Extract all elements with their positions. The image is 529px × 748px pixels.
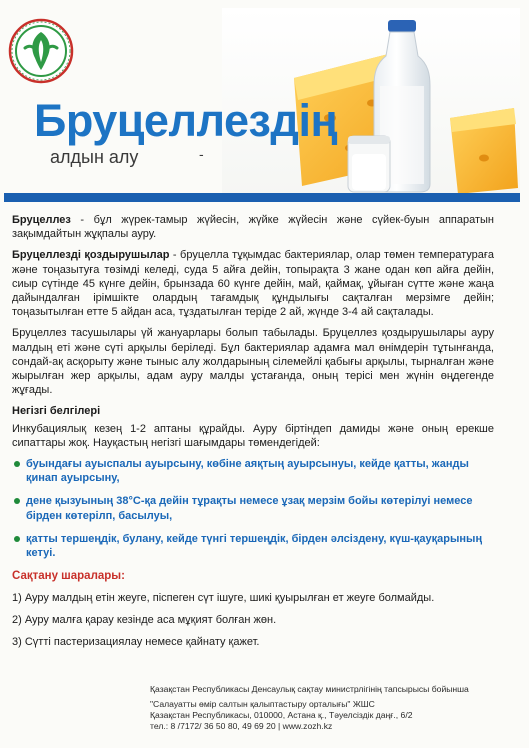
pathogens-paragraph xyxy=(12,248,494,319)
intro-term: Бруцеллез xyxy=(12,214,71,226)
symptom-list xyxy=(12,457,494,560)
prevention-item: 1) Ауру малдың етін жеуге, піспеген сүт ішуге, шикі қуырылған ет жеуге болмайды. xyxy=(12,592,435,605)
prevention-list xyxy=(12,591,494,649)
signs-paragraph: Инкубациялық кезең 1-2 аптаны құрайды. Ауру біртіндеп дамиды және оның ерекше сипаттары жоқ. Науқастың негізгі шағымдары төмендегідей: xyxy=(12,422,494,449)
symptom-item xyxy=(12,532,494,560)
intro-text: - бұл жүрек-тамыр жүйесін, жүйке жүйесін және сүйек-буын аппаратын зақымдайтын жұқпалы ауру. xyxy=(12,214,494,241)
prevention-heading: Сақтану шаралары: xyxy=(12,570,125,583)
pathogens-term: Бруцеллезді қоздырушылар xyxy=(12,249,170,262)
leaflet-body xyxy=(12,213,494,657)
subtitle-dash: - xyxy=(199,146,204,162)
symptom-text: қатты тершеңдік, булану, кейде түнгі тершеңдік, бірден әлсіздену, күш-қауқарының кетуі. xyxy=(26,532,483,560)
footer-organization: "Салауатты өмір салтын қалыптастыру орталығы" ЖШС xyxy=(150,699,375,709)
signs-heading: Негізгі белгілері xyxy=(12,405,101,418)
footer-contacts: тел.: 8 /7172/ 36 50 80, 49 69 20 | www.zozh.kz xyxy=(150,721,333,731)
prevention-item: 3) Сүтті пастеризациялау немесе қайнату қажет. xyxy=(12,636,260,649)
page-title: Бруцеллездің xyxy=(34,95,338,146)
footer-address: Қазақстан Республикасы, 010000, Астана қ., Тәуелсіздік даңғ., 6/2 xyxy=(150,710,413,720)
bullet-dot-icon xyxy=(14,536,20,542)
prevention-item: 2) Ауру малға қарау кезінде аса мұқият болған жөн. xyxy=(12,614,277,627)
health-center-logo-icon xyxy=(8,18,74,84)
symptom-text: буындағы ауыспалы ауырсыну, көбіне аяқтың ауырсынуы, кейде қатты, жанды қинап ауырсыну, xyxy=(26,458,469,485)
footer-credits xyxy=(150,684,510,732)
intro-paragraph xyxy=(12,213,494,241)
symptom-text: дене қызуының 38°С-қа дейін тұрақты немесе ұзақ мерзім бойы көтерілуі немесе бірден көтерілп, басылуы, xyxy=(26,495,473,522)
carriers-paragraph: Бруцеллез тасушылары үй жануарлары болып табылады. Бруцеллез қоздырушылары ауру малдың еті және сүті арқылы беріледі. Бұл бактериялар адамға мал өнімдерін тұтынғанда, сондай-ақ асқорыту және тыныс алу жолдарының сілемейлі қабығы арқылы, тырналған және жырылған жер арқылы, адам ауру малды ұстағанда, оның терісі мен жүнін өңдегенде жұғады. xyxy=(12,327,494,397)
header-divider-band xyxy=(4,193,520,202)
symptom-item xyxy=(12,457,494,485)
bullet-dot-icon xyxy=(14,498,20,504)
bullet-dot-icon xyxy=(14,461,20,467)
footer-sponsor: Қазақстан Республикасы Денсаулық сақтау министрлігінің тапсырысы бойынша xyxy=(150,684,469,694)
symptom-item xyxy=(12,494,494,522)
pathogens-text: - бруцелла тұқымдас бактериялар, олар төмен температураға және тоңазытуға төзімді келеді, суда 5 айға дейін, топырақта 3 жане одан көп айға дейін, сиыр сүтінде 45 күнге дейін, брынзада 60 күнге дейін, май, қаймақ, ұйыған сүтте және жаңа дайындалған ірімшікте олардың тағамдық құндылығы сақталған мерзімге дейін; тоңазытылған етте 5 айдан аса, тұздатылған теріде 2 ай, жүнде 3-4 ай сақталады. xyxy=(12,249,494,319)
page-subtitle: алдын алу xyxy=(50,147,139,167)
